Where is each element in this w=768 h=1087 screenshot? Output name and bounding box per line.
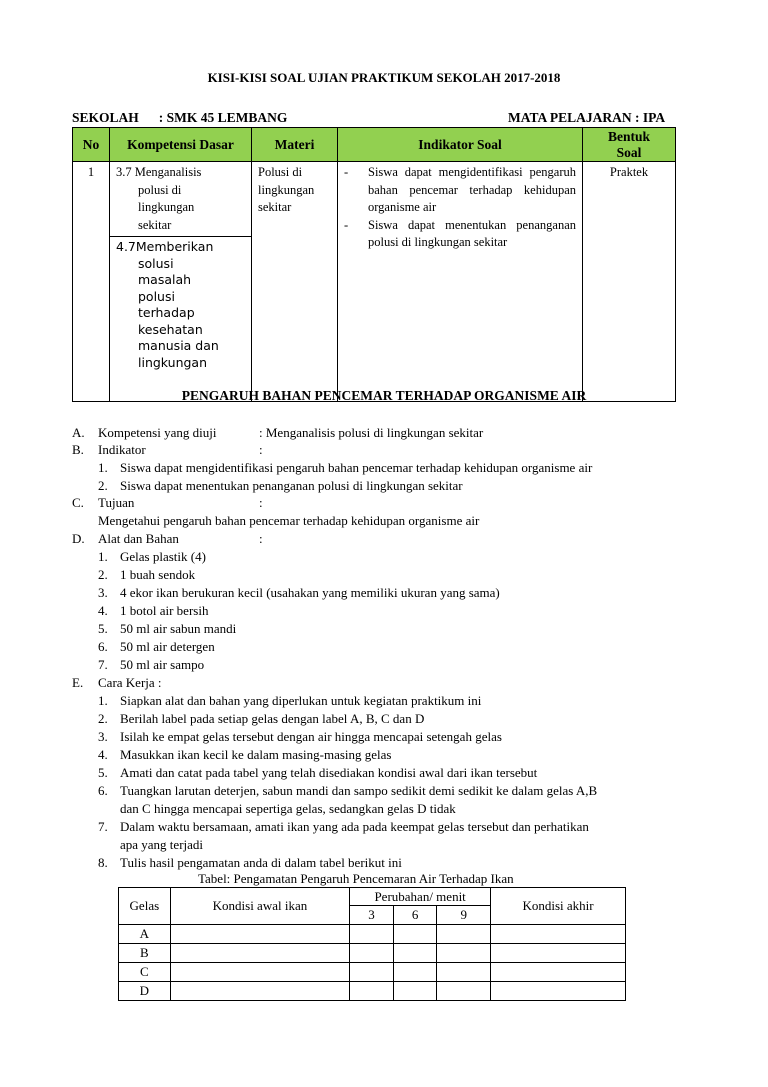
obs-cell bbox=[170, 925, 349, 944]
kisi-header-row bbox=[73, 128, 676, 162]
cara-number: 4. bbox=[98, 747, 108, 762]
obs-cell bbox=[437, 982, 491, 1001]
alat-item: 50 ml air detergen bbox=[120, 639, 215, 654]
alat-number: 2. bbox=[98, 567, 108, 582]
section-c-title: Tujuan bbox=[98, 495, 135, 510]
alat-number: 3. bbox=[98, 585, 108, 600]
obs-gelas: D bbox=[119, 982, 171, 1001]
obs-minute: 3 bbox=[350, 906, 394, 925]
alat-number: 7. bbox=[98, 657, 108, 672]
header-bentuk-line1: Bentuk bbox=[607, 128, 651, 144]
kisi-row bbox=[73, 162, 676, 402]
header-no: No bbox=[73, 128, 110, 162]
cara-item: Siapkan alat dan bahan yang diperlukan untuk kegiatan praktikum ini bbox=[120, 693, 482, 708]
obs-cell bbox=[350, 982, 394, 1001]
observation-table bbox=[118, 887, 626, 1001]
kd2-line: polusi bbox=[138, 288, 175, 304]
cell-bentuk-soal: Praktek bbox=[583, 162, 676, 402]
cara-item: Tulis hasil pengamatan anda di dalam tabel berikut ini bbox=[120, 855, 402, 870]
cara-item: Tuangkan larutan deterjen, sabun mandi dan sampo sedikit demi sedikit ke dalam gelas A,B bbox=[120, 783, 598, 798]
section-a bbox=[72, 424, 85, 442]
indikator-number: 2. bbox=[98, 478, 108, 493]
kd2-line: masalah bbox=[138, 272, 192, 287]
section-b-label: B. bbox=[72, 442, 84, 457]
obs-cell bbox=[170, 982, 349, 1001]
section-e-title: Cara Kerja : bbox=[98, 675, 162, 690]
obs-cell bbox=[437, 925, 491, 944]
cara-number: 8. bbox=[98, 855, 108, 870]
cara-item-continued: apa yang terjadi bbox=[120, 837, 204, 852]
section-d-title: Alat dan Bahan bbox=[98, 531, 179, 546]
kd2-line: solusi bbox=[138, 255, 174, 271]
section-d-colon: : bbox=[259, 531, 263, 546]
kd2-number: 4.7 bbox=[116, 239, 136, 254]
alat-item: 50 ml air sampo bbox=[120, 657, 205, 672]
header-bentuk-soal bbox=[583, 128, 676, 162]
obs-row bbox=[119, 925, 626, 944]
kisi-kisi-table bbox=[72, 127, 676, 402]
tujuan-text: Mengetahui pengaruh bahan pencemar terhadap kehidupan organisme air bbox=[98, 513, 480, 528]
indikator-item: - Siswa dapat menentukan penanganan polusi di lingkungan sekitar bbox=[338, 217, 582, 252]
cara-item: Masukkan ikan kecil ke dalam masing-masing gelas bbox=[120, 747, 392, 762]
kd2-line: Memberikan bbox=[135, 239, 214, 254]
cara-number: 7. bbox=[98, 819, 108, 834]
obs-cell bbox=[491, 925, 626, 944]
cara-number: 2. bbox=[98, 711, 108, 726]
obs-cell bbox=[491, 944, 626, 963]
cell-no: 1 bbox=[73, 162, 110, 402]
alat-item: 1 buah sendok bbox=[120, 567, 196, 582]
obs-gelas: A bbox=[119, 925, 171, 944]
kd1-number: 3.7 bbox=[116, 165, 132, 179]
subject-info bbox=[508, 110, 665, 126]
obs-cell bbox=[170, 944, 349, 963]
kd1-line: sekitar bbox=[138, 217, 172, 232]
obs-cell bbox=[393, 982, 437, 1001]
school-label: SEKOLAH bbox=[72, 110, 139, 125]
obs-header-perubahan: Perubahan/ menit bbox=[350, 888, 491, 906]
obs-gelas: C bbox=[119, 963, 171, 982]
section-title: PENGARUH BAHAN PENCEMAR TERHADAP ORGANISME AIR bbox=[181, 388, 587, 403]
indikator-text: Siswa dapat mengidentifikasi pengaruh bahan pencemar terhadap kehidupan organisme air bbox=[368, 165, 576, 214]
kd-3-7 bbox=[110, 162, 251, 237]
cara-number: 6. bbox=[98, 783, 108, 798]
section-e-label: E. bbox=[72, 675, 84, 690]
kd1-line: Menganalisis bbox=[134, 165, 202, 179]
school-value: : SMK 45 LEMBANG bbox=[158, 110, 288, 125]
cell-kompetensi-dasar bbox=[110, 162, 252, 402]
section-c-label: C. bbox=[72, 495, 84, 510]
alat-item: 50 ml air sabun mandi bbox=[120, 621, 237, 636]
obs-minute: 6 bbox=[393, 906, 437, 925]
section-d-label: D. bbox=[72, 531, 85, 546]
kd2-line: kesehatan bbox=[138, 321, 203, 337]
indikator-list bbox=[338, 164, 582, 252]
school-info bbox=[72, 110, 287, 126]
obs-header-kondisi-awal: Kondisi awal ikan bbox=[170, 888, 349, 925]
obs-cell bbox=[350, 944, 394, 963]
kd1-line: polusi di bbox=[138, 182, 182, 197]
alat-number: 6. bbox=[98, 639, 108, 654]
obs-cell bbox=[491, 963, 626, 982]
header-indikator-soal: Indikator Soal bbox=[338, 128, 583, 162]
header-materi: Materi bbox=[252, 128, 338, 162]
obs-header-row bbox=[119, 888, 626, 906]
kd1-line: lingkungan bbox=[138, 200, 195, 214]
obs-cell bbox=[437, 963, 491, 982]
alat-number: 1. bbox=[98, 549, 108, 564]
alat-item: 4 ekor ikan berukuran kecil (usahakan yang memiliki ukuran yang sama) bbox=[120, 585, 500, 600]
cara-item: Berilah label pada setiap gelas dengan label A, B, C dan D bbox=[120, 711, 425, 726]
indikator-number: 1. bbox=[98, 460, 108, 475]
materi-line: lingkungan bbox=[258, 182, 315, 197]
section-a-title: Kompetensi yang diuji bbox=[98, 425, 217, 440]
section-c-colon: : bbox=[259, 495, 263, 510]
obs-cell bbox=[437, 944, 491, 963]
obs-cell bbox=[393, 963, 437, 982]
obs-header-kondisi-akhir: Kondisi akhir bbox=[491, 888, 626, 925]
indikator-line: Siswa dapat menentukan penanganan polusi di lingkungan sekitar bbox=[120, 478, 463, 493]
cara-number: 1. bbox=[98, 693, 108, 708]
cara-item: Amati dan catat pada tabel yang telah disediakan kondisi awal dari ikan tersebut bbox=[120, 765, 538, 780]
obs-cell bbox=[491, 982, 626, 1001]
materi-line: Polusi di bbox=[258, 165, 303, 179]
section-b-colon: : bbox=[259, 442, 263, 457]
subject-label: MATA PELAJARAN bbox=[508, 110, 632, 125]
alat-item: 1 botol air bersih bbox=[120, 603, 209, 618]
alat-number: 4. bbox=[98, 603, 108, 618]
cara-item: Dalam waktu bersamaan, amati ikan yang ada pada keempat gelas tersebut dan perhatikan bbox=[120, 819, 589, 834]
obs-cell bbox=[393, 944, 437, 963]
cara-number: 5. bbox=[98, 765, 108, 780]
obs-header-gelas: Gelas bbox=[119, 888, 171, 925]
obs-cell bbox=[350, 963, 394, 982]
cell-materi bbox=[252, 162, 338, 402]
cara-number: 3. bbox=[98, 729, 108, 744]
document-title: KISI-KISI SOAL UJIAN PRAKTIKUM SEKOLAH 2017-2018 bbox=[207, 70, 561, 85]
kd1-first-line bbox=[116, 164, 247, 182]
header-kompetensi-dasar: Kompetensi Dasar bbox=[110, 128, 252, 162]
alat-item: Gelas plastik (4) bbox=[120, 549, 206, 564]
header-bentuk-line2: Soal bbox=[616, 144, 642, 160]
obs-row bbox=[119, 982, 626, 1001]
section-a-value: : Menganalisis polusi di lingkungan sekitar bbox=[259, 425, 484, 440]
indikator-item: - Siswa dapat mengidentifikasi pengaruh bahan pencemar terhadap kehidupan organisme air bbox=[338, 164, 582, 217]
obs-table-caption: Tabel: Pengamatan Pengaruh Pencemaran Air Terhadap Ikan bbox=[198, 871, 514, 886]
indikator-line: Siswa dapat mengidentifikasi pengaruh bahan pencemar terhadap kehidupan organisme air bbox=[120, 460, 593, 475]
subject-value: : IPA bbox=[635, 110, 666, 125]
kd-4-7 bbox=[110, 237, 251, 373]
alat-number: 5. bbox=[98, 621, 108, 636]
cell-indikator bbox=[338, 162, 583, 402]
obs-cell bbox=[170, 963, 349, 982]
obs-minute: 9 bbox=[437, 906, 491, 925]
cara-item-continued: dan C hingga mencapai sepertiga gelas, sedangkan gelas D tidak bbox=[120, 801, 456, 816]
obs-cell bbox=[350, 925, 394, 944]
obs-cell bbox=[393, 925, 437, 944]
materi-line: sekitar bbox=[258, 200, 292, 214]
kd2-line: terhadap bbox=[138, 305, 195, 320]
kd2-line: lingkungan bbox=[138, 354, 208, 370]
kd2-line: manusia dan bbox=[138, 338, 219, 353]
indikator-text: Siswa dapat menentukan penanganan polusi di lingkungan sekitar bbox=[368, 217, 576, 249]
kd2-first-line bbox=[116, 239, 247, 256]
section-a-label: A. bbox=[72, 425, 85, 440]
obs-row bbox=[119, 963, 626, 982]
section-b-title: Indikator bbox=[98, 442, 146, 457]
obs-row bbox=[119, 944, 626, 963]
obs-gelas: B bbox=[119, 944, 171, 963]
cara-item: Isilah ke empat gelas tersebut dengan air hingga mencapai setengah gelas bbox=[120, 729, 502, 744]
